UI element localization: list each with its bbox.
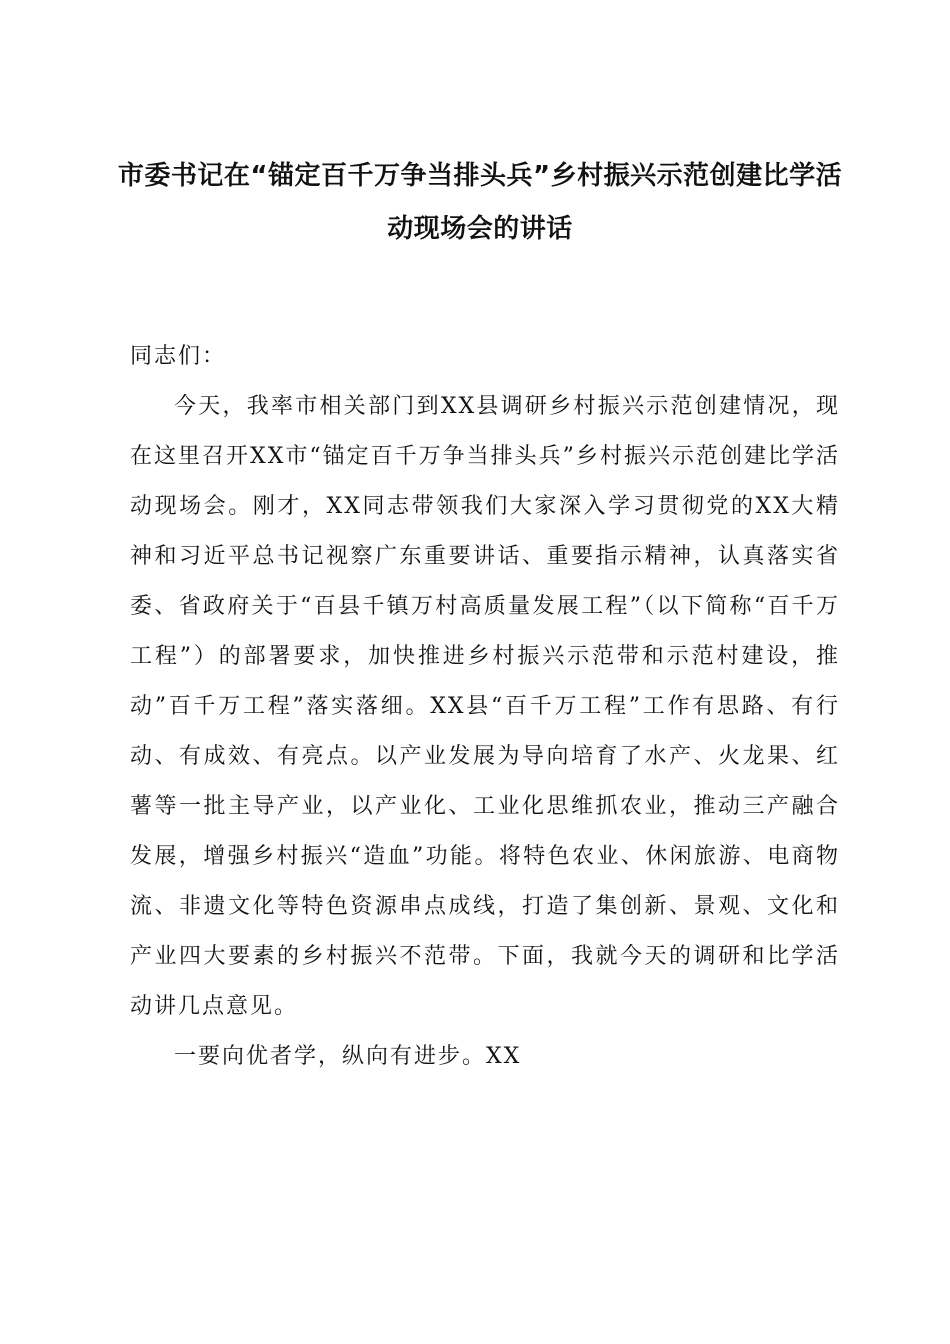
- paragraph-point-one: 一要向优者学，纵向有进步。XX: [174, 1044, 522, 1069]
- paragraph-intro: 今天，我率市相关部门到XX县调研乡村振兴示范创建情况，现在这里召开XX市“锚定百千万争当排头兵”乡村振兴示范创建比学活动现场会。刚才，XX同志带领我们大家深入学习贯彻党的XX大精神和习近平总书记视察广东重要讲话、重要指示精神，认真落实省委、省政府关于“百县千镇万村高质量发展工程”（以下简称“百千万工程”）的部署要求，加快推进乡村振兴示范带和示范村建设，推动”百千万工程”落实落细。XX县“百千万工程”工作有思路、有行动、有成效、有亮点。以产业发展为导向培育了水产、火龙果、红薯等一批主导产业，以产业化、工业化思维抓农业，推动三产融合发展，增强乡村振兴“造血”功能。将特色农业、休闲旅游、电商物流、非遗文化等特色资源串点成线，打造了集创新、景观、文化和产业四大要素的乡村振兴不范带。下面，我就今天的调研和比学活动讲几点意见。: [130, 394, 840, 1019]
- salutation: 同志们：: [130, 344, 227, 369]
- document-body: [130, 382, 840, 1082]
- document-title: 市委书记在“锚定百千万争当排头兵”乡村振兴示范创建比学活动现场会的讲话: [117, 161, 843, 244]
